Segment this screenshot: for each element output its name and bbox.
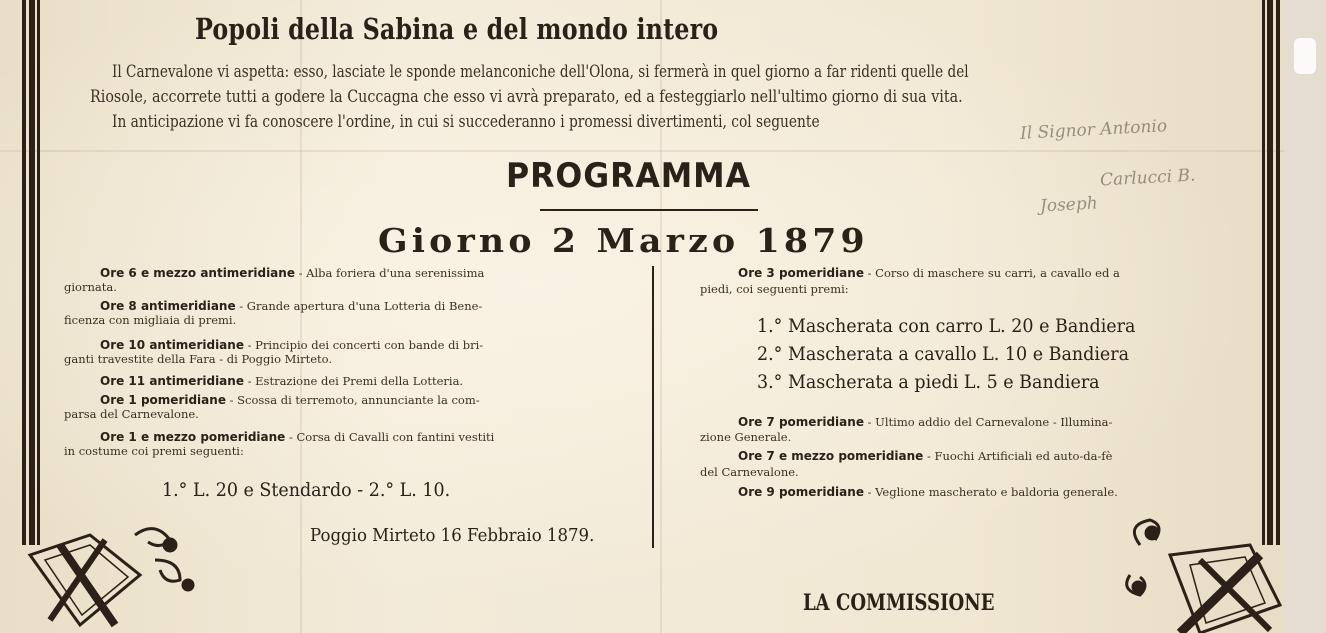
event-text: - Corso di maschere su carri, a cavallo ed a — [863, 266, 1120, 280]
event-time: Ore 1 pomeridiane — [100, 393, 226, 407]
event-text: - Fuochi Artificiali ed auto-da-fè — [923, 449, 1113, 463]
event-continuation: piedi, coi seguenti premi: — [700, 282, 849, 296]
corner-ornament-right-icon — [1110, 515, 1290, 633]
handwritten-note-line-2: Carlucci B. — [1099, 165, 1196, 191]
event-entry — [738, 485, 1118, 500]
event-time: Ore 10 antimeridiane — [100, 338, 244, 352]
corner-ornament-left-icon — [20, 515, 220, 633]
event-entry — [100, 299, 482, 314]
event-text: - Estrazione dei Premi della Lotteria. — [243, 374, 464, 388]
event-continuation: in costume coi premi seguenti: — [64, 444, 244, 458]
event-entry — [738, 266, 1120, 281]
frame-margin — [1284, 0, 1326, 633]
right-border-rule — [1262, 0, 1280, 545]
event-text: - Grande apertura d'una Lotteria di Bene- — [235, 299, 483, 313]
event-entry — [100, 430, 494, 445]
event-time: Ore 7 e mezzo pomeridiane — [738, 449, 924, 463]
handwritten-note-line-1: Il Signor Antonio — [1019, 116, 1168, 144]
mask-prize-3: 3.° Mascherata a piedi L. 5 e Bandiera — [757, 371, 1100, 393]
glass-reflection — [1294, 38, 1316, 74]
headline: Popoli della Sabina e del mondo intero — [195, 12, 719, 46]
event-entry — [100, 338, 483, 353]
program-title: PROGRAMMA — [506, 156, 751, 196]
event-text: - Veglione mascherato e baldoria generale. — [863, 485, 1118, 499]
place-and-date: Poggio Mirteto 16 Febbraio 1879. — [310, 525, 595, 546]
intro-line-1: Il Carnevalone vi aspetta: esso, lasciate le sponde melanconiche dell'Olona, si fermerà in quel giorno a far ridenti quelle del — [112, 62, 969, 82]
event-time: Ore 3 pomeridiane — [738, 266, 864, 280]
mask-prize-1: 1.° Mascherata con carro L. 20 e Bandiera — [757, 315, 1136, 337]
event-time: Ore 9 pomeridiane — [738, 485, 864, 499]
event-time: Ore 11 antimeridiane — [100, 374, 244, 388]
event-continuation: ficenza con migliaia di premi. — [64, 313, 237, 327]
left-border-rule — [22, 0, 40, 545]
horse-race-prizes: 1.° L. 20 e Stendardo - 2.° L. 10. — [162, 479, 451, 501]
event-text: - Alba foriera d'una serenissima — [294, 266, 485, 280]
mask-prize-2: 2.° Mascherata a cavallo L. 10 e Bandiera — [757, 343, 1130, 365]
event-continuation: parsa del Carnevalone. — [64, 407, 199, 421]
event-entry — [100, 393, 480, 408]
intro-line-3: In anticipazione vi fa conoscere l'ordine, in cui si succederanno i promessi divertimenti, col seguente — [112, 112, 820, 132]
event-entry — [100, 374, 463, 389]
signature-commission: LA COMMISSIONE — [803, 590, 995, 616]
event-continuation: giornata. — [64, 280, 117, 294]
event-text: - Scossa di terremoto, annunciante la com- — [225, 393, 480, 407]
column-divider — [652, 266, 654, 548]
date-line: Giorno 2 Marzo 1879 — [378, 221, 869, 260]
event-time: Ore 7 pomeridiane — [738, 415, 864, 429]
title-rule — [540, 209, 758, 211]
event-entry — [738, 449, 1112, 464]
event-text: - Corsa di Cavalli con fantini vestiti — [285, 430, 495, 444]
intro-line-2: Riosole, accorrete tutti a godere la Cuccagna che esso vi avrà preparato, ed a festeggiarlo nell'ultimo giorno di sua vita. — [90, 87, 963, 107]
paper-fold — [0, 150, 1326, 152]
event-entry — [100, 266, 484, 281]
event-text: - Principio dei concerti con bande di bri- — [243, 338, 484, 352]
event-continuation: ganti travestite della Fara - di Poggio Mirteto. — [64, 352, 333, 366]
event-text: - Ultimo addio del Carnevalone - Illumina- — [863, 415, 1113, 429]
event-time: Ore 1 e mezzo pomeridiane — [100, 430, 286, 444]
event-entry — [738, 415, 1112, 430]
event-continuation: zione Generale. — [700, 430, 792, 444]
event-time: Ore 8 antimeridiane — [100, 299, 236, 313]
event-continuation: del Carnevalone. — [700, 465, 799, 479]
event-time: Ore 6 e mezzo antimeridiane — [100, 266, 295, 280]
handwritten-note-line-3: Joseph — [1039, 193, 1099, 217]
